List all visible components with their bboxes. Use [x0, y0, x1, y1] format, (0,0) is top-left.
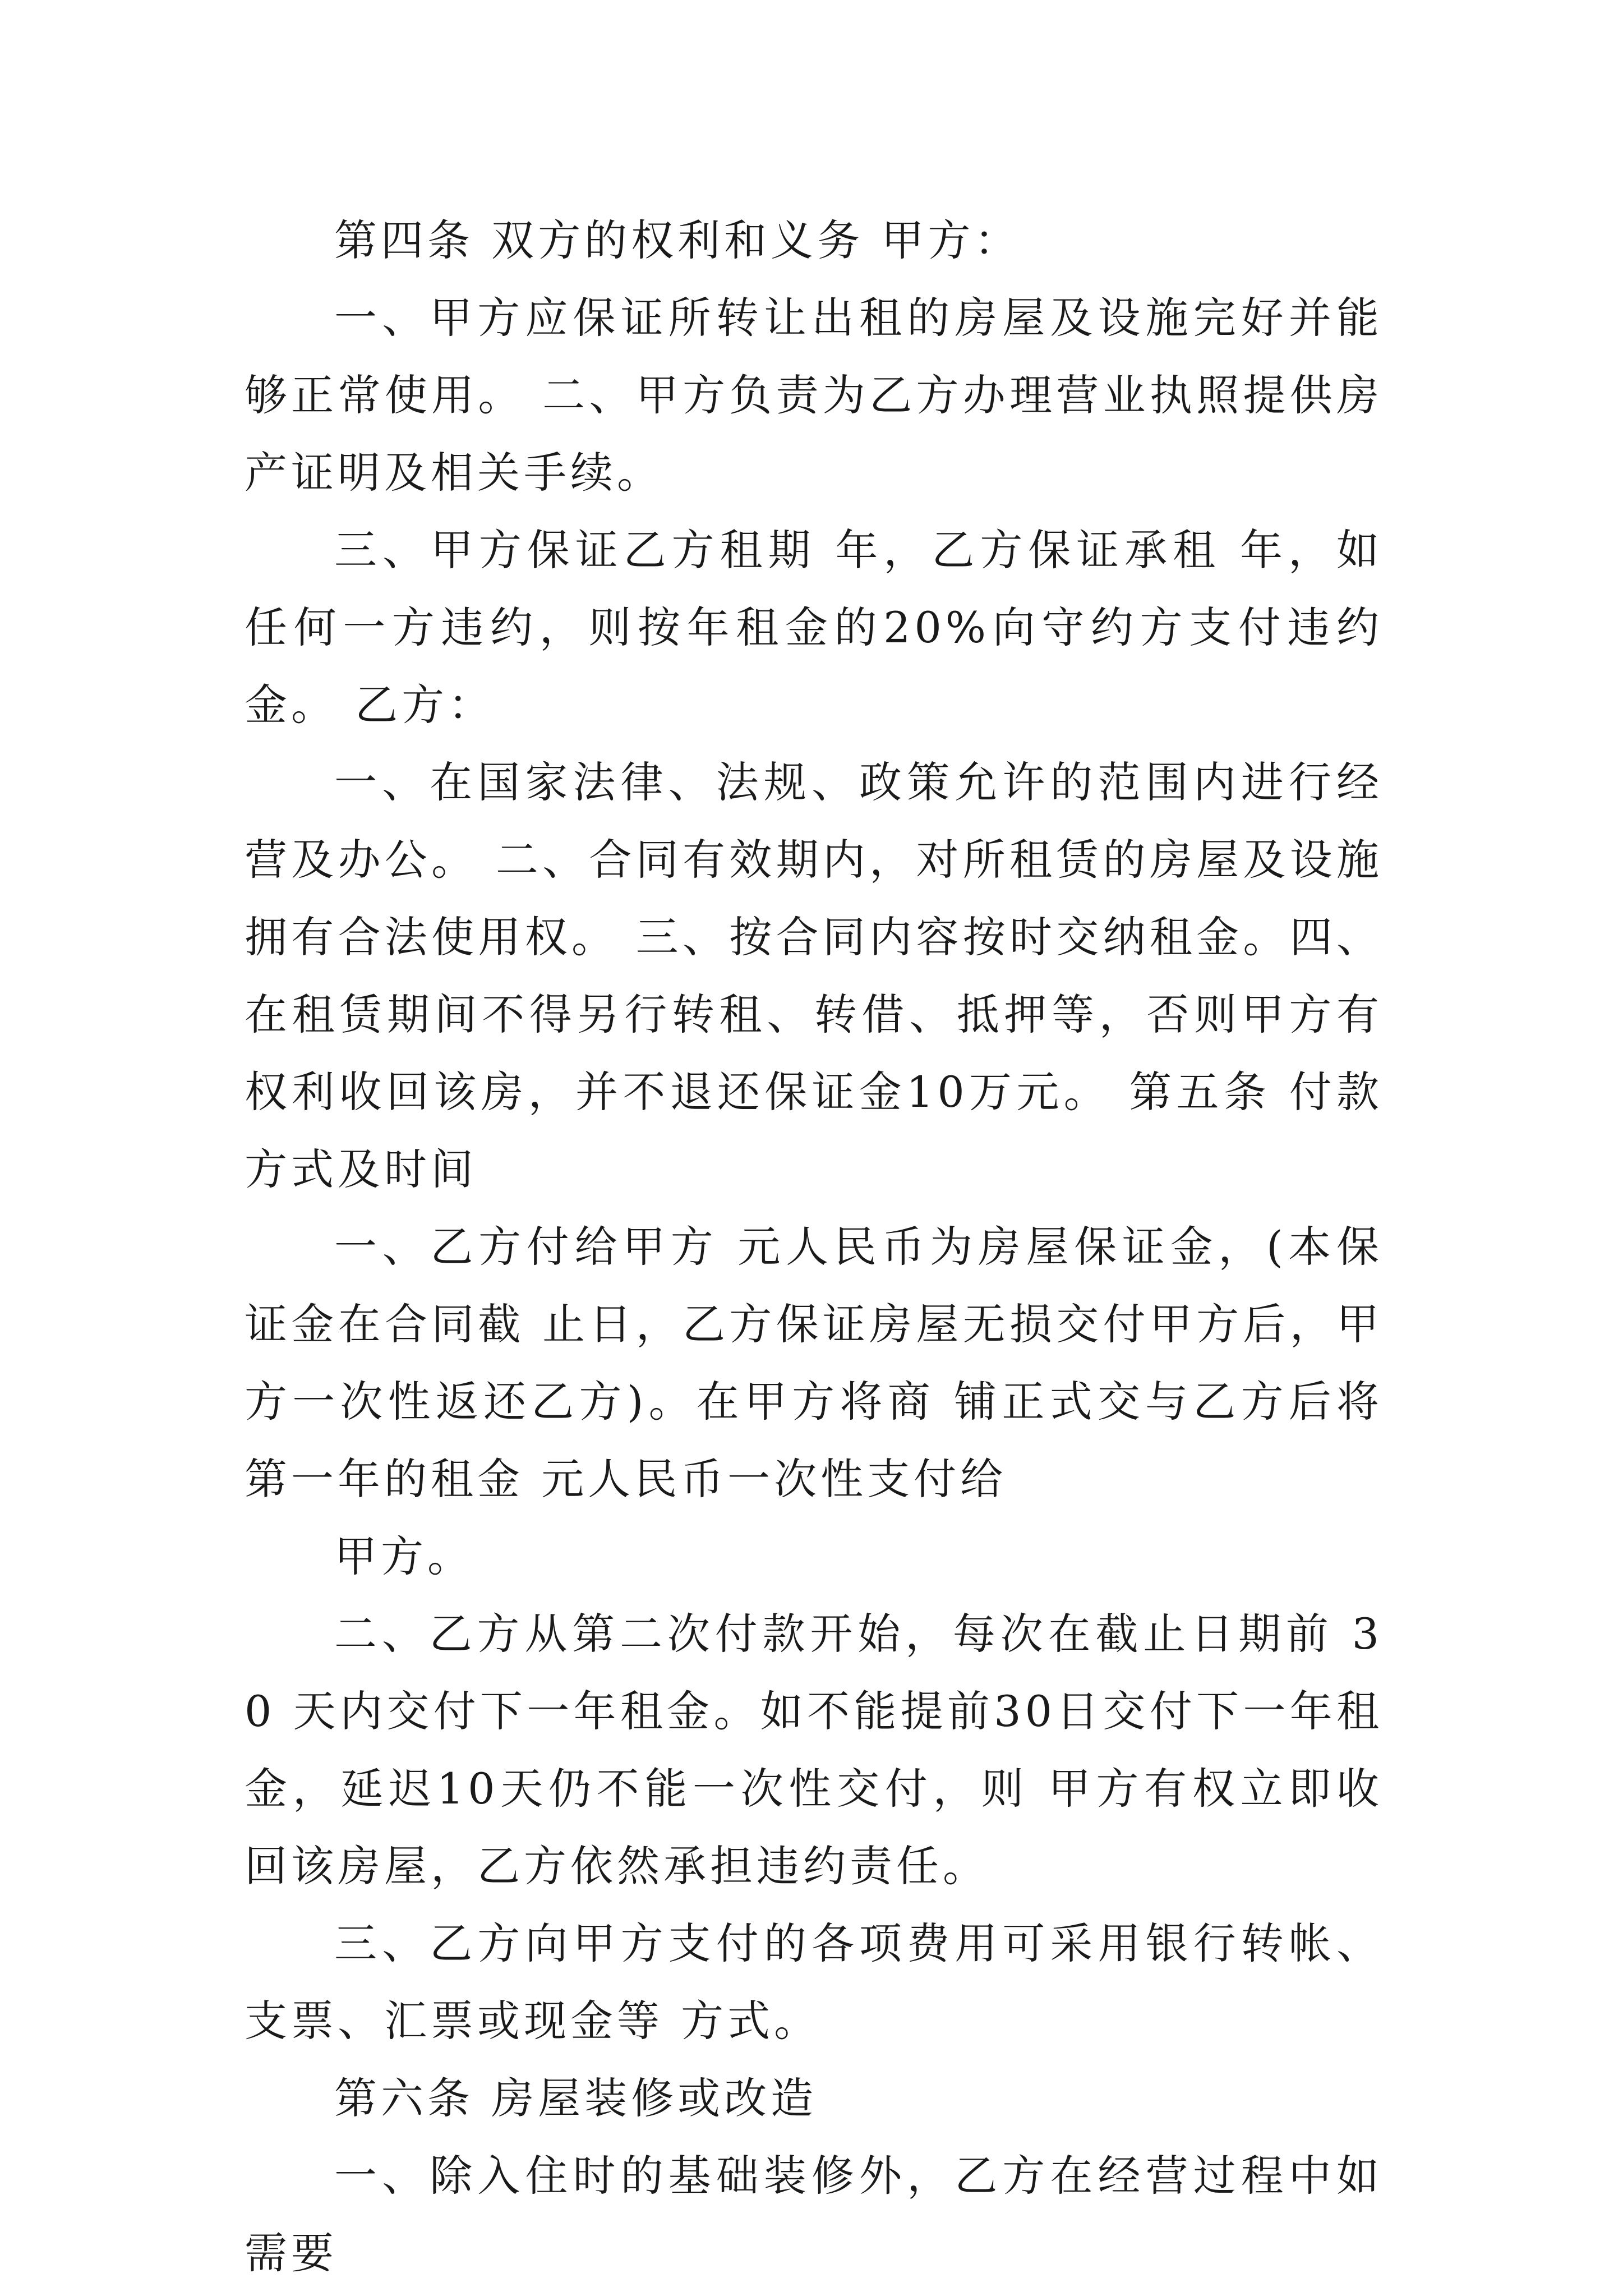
payment-clause-1-end: 甲方。 — [334, 1531, 474, 1581]
payment-clause-2: 二、乙方从第二次付款开始，每次在截止日期前 30 天内交付下一年租金。如不能提前30日交付下一年租金，延迟10天仍不能一次性交付，则 甲方有权立即收回该房屋，乙方依然承担违约责任。 — [245, 1609, 1383, 1891]
document-body — [245, 202, 1383, 2292]
payment-clause-3: 三、乙方向甲方支付的各项费用可采用银行转帐、支票、汇票或现金等 方式。 — [245, 1918, 1383, 2046]
article-6-heading: 第六条 房屋装修或改造 — [334, 2073, 818, 2123]
party-a-clause-1-2: 一、甲方应保证所转让出租的房屋及设施完好并能够正常使用。 二、甲方负责为乙方办理营业执照提供房产证明及相关手续。 — [245, 293, 1383, 498]
party-a-clause-3: 三、甲方保证乙方租期 年，乙方保证承租 年，如任何一方违约，则按年租金的20%向守约方支付违约金。 乙方： — [245, 525, 1383, 730]
payment-clause-1: 一、乙方付给甲方 元人民币为房屋保证金，(本保证金在合同截 止日，乙方保证房屋无损交付甲方后，甲方一次性返还乙方)。在甲方将商 铺正式交与乙方后将第一年的租金 元人民币一次性支付给 — [245, 1222, 1383, 1504]
renovation-clause-1: 一、除入住时的基础装修外，乙方在经营过程中如需要 — [245, 2151, 1383, 2278]
article-4-heading: 第四条 双方的权利和义务 甲方： — [334, 215, 1021, 265]
party-b-clauses: 一、在国家法律、法规、政策允许的范围内进行经营及办公。 二、合同有效期内，对所租赁的房屋及设施拥有合法使用权。 三、按合同内容按时交纳租金。四、在租赁期间不得另行转租、转借、抵押等，否则甲方有权利收回该房，并不退还保证金10万元。 第五条 付款方式及时间 — [245, 757, 1383, 1194]
